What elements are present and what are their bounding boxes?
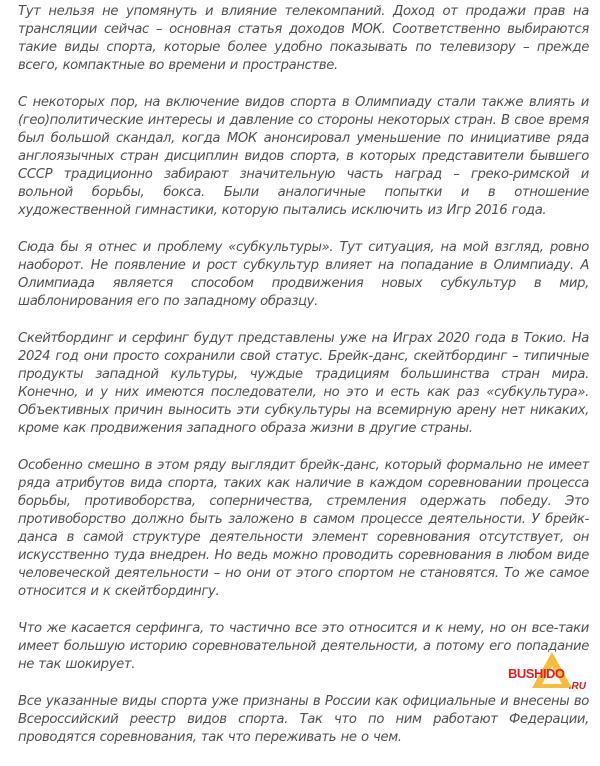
paragraph: Сюда бы я отнес и проблему «субкультуры». Тут ситуация, на мой взгляд, ровно наоборот. Не появление и рост субкультур влияет на попадание в Олимпиаду. А Олимпиада является способом продвижения новых субкультур в мир, шаблонирования его по западному образцу. bbox=[18, 240, 589, 309]
watermark-logo bbox=[508, 652, 588, 696]
paragraph: Скейтбординг и серфинг будут представлены уже на Играх 2020 года в Токио. На 2024 год они просто сохранили свой статус. Брейк-данс, скейтбординг – типичные продукты западной культуры, чуждые традициям большинства стран мира. Конечно, и у них имеются последователи, но это и есть как раз «субкультура». Объективных причин выносить эти субкультуры на всемирную арену нет никаких, кроме как продвижения западного образа жизни в другие страны. bbox=[18, 331, 589, 436]
paragraph: Что же касается серфинга, то частично все это относится и к нему, но он все-таки имеет большую историю соревновательной деятельности, а потому его попадание не так шокирует. bbox=[18, 621, 589, 672]
paragraph: Все указанные виды спорта уже признаны в России как официальные и внесены во Всероссийский реестр видов спорта. Так что по ним работают Федерации, проводятся соревнования, так что переживать не о чем. bbox=[18, 694, 589, 745]
paragraph: Тут нельзя не упомянуть и влияние телекомпаний. Доход от продажи прав на трансляции сейчас – основная статья доходов МОК. Соответственно выбираются такие виды спорта, которые более удобно показывать по телевизору – прежде всего, компактные во времени и пространстве. bbox=[18, 4, 589, 73]
paragraph: С некоторых пор, на включение видов спорта в Олимпиаду стали также влиять и (гео)политические интересы и давление со стороны некоторых стран. В свое время был большой скандал, когда МОК анонсировал уменьшение по инициативе ряда англоязычных стран дисциплин видов спорта, в которых представители бывшего СССР традиционно забирают значительную часть наград – греко-римской и вольной борьбы, бокса. Были аналогичные попытки и в отношение художественной гимнастики, которую пытались исключить из Игр 2016 года. bbox=[18, 95, 589, 218]
paragraph: Особенно смешно в этом ряду выглядит брейк-данс, который формально не имеет ряда атрибутов вида спорта, таких как наличие в каждом соревновании процесса борьбы, противоборства, соперничества, стремления одержать победу. Это противоборство должно быть заложено в самом процессе деятельности. У брейк-данса в самой структуре деятельности элемент соревнования отсутствует, он искусственно туда внедрен. Но ведь можно проводить соревнования в любом виде человеческой деятельности – но они от этого спортом не становятся. То же самое относится и к скейтбордингу. bbox=[18, 458, 589, 599]
watermark-tld: .RU bbox=[568, 681, 586, 692]
watermark-name: BUSHIDO bbox=[508, 666, 565, 681]
article-body bbox=[18, 3, 589, 766]
